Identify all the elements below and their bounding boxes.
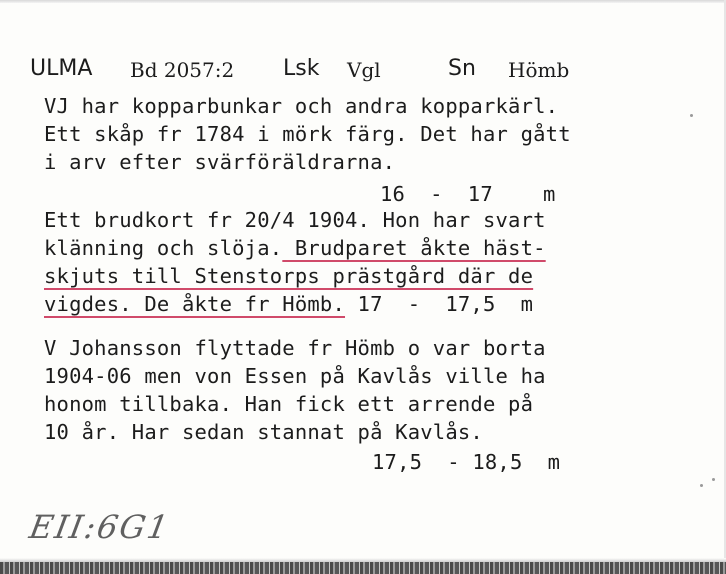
underlined-phrase-3: vigdes. De åkte fr Hömb. (44, 292, 346, 316)
underlined-phrase-1: Brudparet åkte häst- (282, 236, 546, 260)
paper-speck (712, 478, 715, 481)
text-line-5 (44, 234, 546, 262)
socken-label: Sn (448, 56, 476, 81)
text-line-9: 1904-06 men von Essen på Kavlås ville ha (44, 364, 546, 388)
card-header (30, 56, 710, 86)
text-line-4: Ett brudkort fr 20/4 1904. Hon har svart (44, 208, 546, 232)
measure-line-2: 17 - 17,5 m (345, 292, 534, 316)
text-line-10: honom tillbaka. Han fick ett arrende på (44, 392, 534, 416)
text-line-7 (44, 290, 533, 318)
text-line-2: Ett skåp fr 1784 i mörk färg. Det har gått (44, 122, 571, 146)
socken-value: Hömb (508, 58, 570, 82)
text-line-1: VJ har kopparbunkar och andra kopparkärl. (44, 94, 559, 118)
measure-line-1: 16 - 17 m (380, 182, 556, 206)
card-bottom-edge (0, 562, 726, 574)
underlined-phrase-2: skjuts till Stenstorps prästgård där de (44, 264, 534, 288)
handwritten-signature: EII:6G1 (26, 508, 174, 546)
paper-speck (700, 484, 703, 487)
text-line-3: i arv efter svärföräldrarna. (44, 150, 396, 174)
paper-speck (690, 114, 693, 117)
volume-number: Bd 2057:2 (130, 58, 235, 82)
text-line-5-plain: klänning och slöja. (44, 236, 283, 260)
text-line-6 (44, 262, 533, 290)
landskap-label: Lsk (283, 56, 320, 81)
text-line-8: V Johansson flyttade fr Hömb o var borta (44, 336, 546, 360)
archive-label: ULMA (30, 56, 93, 81)
landskap-value: Vgl (347, 58, 381, 82)
measure-line-3: 17,5 - 18,5 m (372, 450, 561, 474)
text-line-11: 10 år. Har sedan stannat på Kavlås. (44, 420, 483, 444)
card-top-edge (0, 0, 726, 3)
